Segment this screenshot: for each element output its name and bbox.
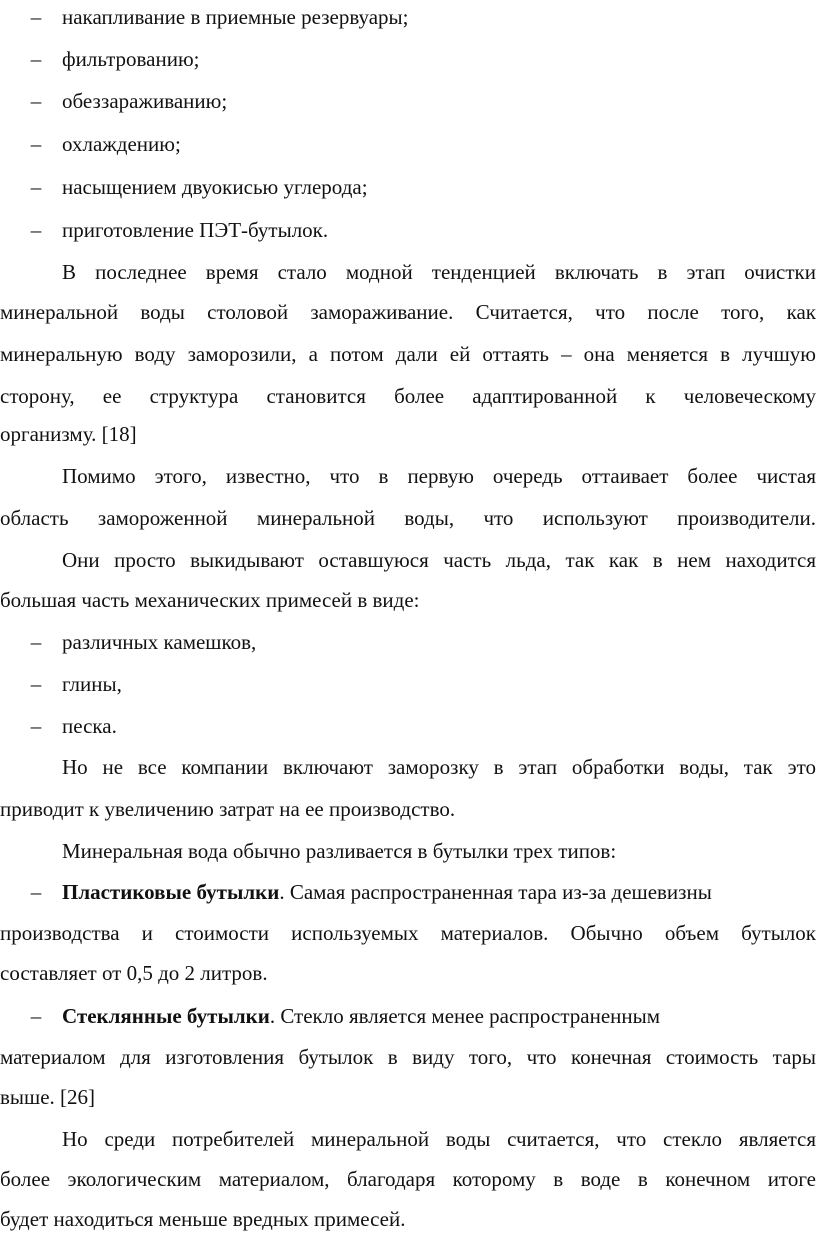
list-item-text: приготовление ПЭТ-бутылок.: [62, 218, 329, 242]
list-item-text: глины,: [62, 672, 122, 696]
dash-bullet: –: [30, 132, 42, 156]
paragraph-line: более экологическим материалом, благодаря которому в воде в конечном итоге: [0, 1167, 816, 1191]
paragraph-line: минеральную воду заморозили, а потом дали ей оттаять – она меняется в лучшую: [0, 342, 816, 366]
list-item-text: накапливание в приемные резервуары;: [62, 5, 409, 29]
paragraph-line: область замороженной минеральной воды, что используют производители.: [0, 506, 816, 530]
paragraph-line: составляет от 0,5 до 2 литров.: [0, 961, 268, 985]
list-item-text: насыщением двуокисью углерода;: [62, 175, 368, 199]
paragraph-line: сторону, ее структура становится более адаптированной к человеческому: [0, 384, 816, 408]
list-item-text: обеззараживанию;: [62, 89, 228, 113]
dash-bullet: –: [30, 47, 42, 71]
paragraph-line: Но не все компании включают заморозку в этап обработки воды, так это: [62, 755, 816, 779]
list-item: [0, 209, 816, 251]
list-item-text: охлаждению;: [62, 132, 181, 156]
list-item: [0, 38, 816, 80]
paragraph-line: организму. [18]: [0, 422, 137, 446]
paragraph-line: Но среди потребителей минеральной воды считается, что стекло является: [62, 1127, 816, 1151]
list-item-text: [62, 995, 660, 1037]
list-item-glass: [0, 995, 816, 1037]
list-item: [0, 80, 816, 122]
plastic-title: Пластиковые бутылки: [62, 880, 280, 904]
dash-bullet: –: [30, 1004, 42, 1028]
paragraph-line: большая часть механических примесей в виде:: [0, 588, 420, 612]
dash-bullet: –: [30, 672, 42, 696]
paragraph-line: выше. [26]: [0, 1085, 96, 1109]
list-item: [0, 0, 816, 38]
paragraph-line: Помимо этого, известно, что в первую очередь оттаивает более чистая: [62, 464, 816, 488]
paragraph-line: Минеральная вода обычно разливается в бутылки трех типов:: [62, 839, 617, 863]
list-item-text: песка.: [62, 714, 117, 738]
list-item: [0, 663, 816, 705]
paragraph-line: приводит к увеличению затрат на ее производство.: [0, 797, 456, 821]
glass-title: Стеклянные бутылки: [62, 1004, 270, 1028]
dash-bullet: –: [30, 218, 42, 242]
dash-bullet: –: [30, 5, 42, 29]
glass-text: . Стекло является менее распространенным: [269, 1004, 661, 1028]
paragraph-line: минеральной воды столовой замораживание. Считается, что после того, как: [0, 300, 816, 324]
dash-bullet: –: [30, 714, 42, 738]
list-item: [0, 705, 816, 747]
dash-bullet: –: [30, 89, 42, 113]
paragraph-line: будет находиться меньше вредных примесей.: [0, 1207, 406, 1231]
list-item: [0, 166, 816, 208]
list-item-plastic: [0, 871, 816, 913]
paragraph-line: материалом для изготовления бутылок в виду того, что конечная стоимость тары: [0, 1045, 816, 1069]
list-item-text: [62, 871, 712, 913]
list-item: [0, 621, 816, 663]
dash-bullet: –: [30, 630, 42, 654]
list-item-text: фильтрованию;: [62, 47, 200, 71]
paragraph-line: В последнее время стало модной тенденцией включать в этап очистки: [62, 260, 816, 284]
dash-bullet: –: [30, 175, 42, 199]
paragraph-line: производства и стоимости используемых материалов. Обычно объем бутылок: [0, 921, 816, 945]
list-item: [0, 123, 816, 165]
list-item-text: различных камешков,: [62, 630, 257, 654]
plastic-text: . Самая распространенная тара из-за дешевизны: [279, 880, 712, 904]
dash-bullet: –: [30, 880, 42, 904]
paragraph-line: Они просто выкидывают оставшуюся часть льда, так как в нем находится: [62, 548, 816, 572]
